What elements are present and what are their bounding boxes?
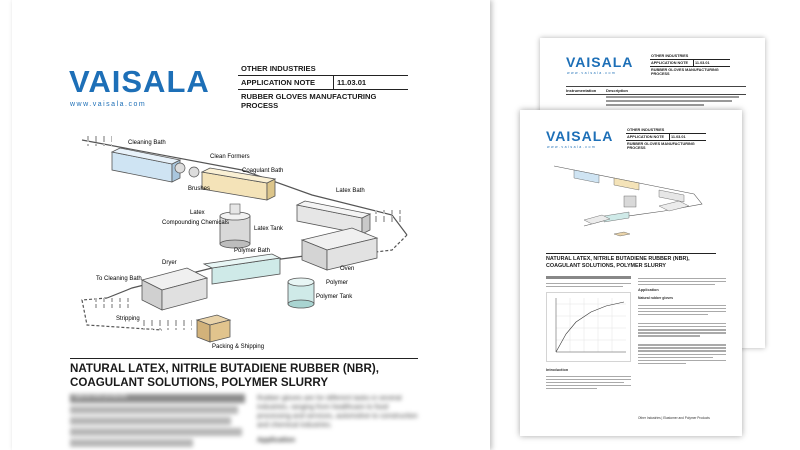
label-brushes: Brushes: [188, 186, 211, 192]
front-left-heading-bar: [546, 276, 631, 279]
packing-box: [197, 315, 230, 342]
latex-bath-tank: [297, 201, 370, 234]
front-header-category: OTHER INDUSTRIES: [626, 127, 706, 134]
front-document-title: [546, 256, 736, 270]
back-header: [650, 53, 730, 76]
right-column-blurred: [257, 394, 422, 445]
back-header-subject-1: RUBBER GLOVES MANUFACTURING: [651, 68, 719, 72]
back-header-label: APPLICATION NOTE: [650, 60, 694, 66]
back-table-lines: [606, 94, 746, 108]
front-header-label: APPLICATION NOTE: [626, 134, 670, 140]
label-polymer: Polymer: [326, 280, 349, 286]
back-header-row: [650, 60, 730, 67]
polymer-tank: [288, 278, 314, 308]
label-latex-tank: Latex Tank: [254, 226, 283, 232]
front-title-rule: [546, 253, 716, 254]
label-dryer: Dryer: [162, 260, 177, 266]
label-coagulant-bath: Coagulant Bath: [242, 168, 284, 174]
front-header-row: [626, 134, 706, 141]
cleaning-bath-tank: [112, 148, 180, 182]
front-natural-gloves-heading: Natural rubber gloves: [638, 296, 674, 300]
front-left-lines: [546, 281, 631, 289]
front-website-url: www.vaisala.com: [547, 145, 597, 149]
header-subject-line2: PROCESS: [241, 101, 279, 110]
back-header-category: OTHER INDUSTRIES: [650, 53, 730, 60]
front-intro-heading: Introduction: [546, 368, 569, 372]
label-latex: Latex: [190, 210, 205, 216]
label-oven: Oven: [340, 266, 355, 272]
back-col-description: Description: [606, 88, 629, 93]
label-polymer-tank: Polymer Tank: [316, 294, 353, 300]
left-column-blurred: [70, 394, 245, 450]
front-mini-diagram: [544, 156, 724, 246]
front-mini-graph: [546, 292, 631, 362]
back-col-instrumentation: Instrumentation: [566, 88, 597, 93]
header-note-code: 11.03.01: [337, 78, 367, 87]
polymer-bath-tank: [204, 254, 280, 284]
label-to-cleaning-bath: To Cleaning Bath: [96, 276, 142, 282]
front-header-subject-1: RUBBER GLOVES MANUFACTURING: [627, 142, 695, 146]
title-line-1: NATURAL LATEX, NITRILE BUTADIENE RUBBER (NBR),: [70, 362, 379, 375]
front-right-intro-lines: [638, 276, 726, 287]
label-compounding-chemicals: Compounding Chemicals: [162, 220, 230, 226]
latex-tank: [220, 204, 250, 248]
front-header-code: 11.03.01: [671, 135, 686, 139]
header-subject-line1: RUBBER GLOVES MANUFACTURING: [241, 92, 377, 101]
back-website-url: www.vaisala.com: [567, 71, 617, 75]
label-latex-bath: Latex Bath: [336, 188, 365, 194]
oven-unit: [302, 228, 377, 270]
front-footer-note: Other Industries | Elastomer and Polymer Products: [638, 416, 710, 420]
header-note-label: APPLICATION NOTE: [238, 76, 334, 89]
title-line-2: COAGULANT SOLUTIONS, POLYMER SLURRY: [70, 376, 329, 390]
main-document-page: [12, 0, 490, 450]
back-vaisala-logo: VAISALA: [566, 54, 634, 70]
label-clean-formers: Clean Formers: [210, 154, 250, 160]
label-cleaning-bath: Cleaning Bath: [128, 140, 166, 146]
vaisala-logo: VAISALA: [69, 64, 210, 99]
front-intro-lines: [546, 374, 631, 391]
front-header-subject-2: PROCESS: [627, 146, 646, 150]
front-document-page: [520, 110, 742, 436]
back-header-subject-2: PROCESS: [651, 72, 670, 76]
front-title-line-1: NATURAL LATEX, NITRILE BUTADIENE RUBBER (NBR),: [546, 256, 690, 262]
header-note-row: [238, 76, 408, 90]
front-application-heading: Application: [638, 288, 659, 292]
document-title: [70, 362, 450, 391]
dryer-unit: [142, 268, 207, 310]
back-header-code: 11.03.01: [695, 61, 710, 65]
right-intro-text: Rubber gloves are for different tasks in several industries, ranging from healthcare to food processing and services, automotive to construction and chemical industries.: [257, 395, 418, 430]
front-vaisala-logo: VAISALA: [546, 128, 614, 144]
label-polymer-bath: Polymer Bath: [234, 248, 271, 254]
label-packing-shipping: Packing & Shipping: [212, 344, 265, 350]
front-header: [626, 127, 706, 150]
left-heading: Typical end products: [70, 394, 245, 403]
front-right-body-lines: [638, 303, 726, 366]
process-diagram: [12, 120, 490, 350]
front-title-line-2: COAGULANT SOLUTIONS, POLYMER SLURRY: [546, 262, 666, 269]
right-heading: Application: [257, 437, 296, 445]
document-header: [238, 62, 408, 110]
website-url: www.vaisala.com: [70, 101, 147, 108]
header-category: OTHER INDUSTRIES: [238, 62, 408, 76]
title-rule: [70, 358, 418, 359]
label-stripping: Stripping: [116, 316, 140, 322]
